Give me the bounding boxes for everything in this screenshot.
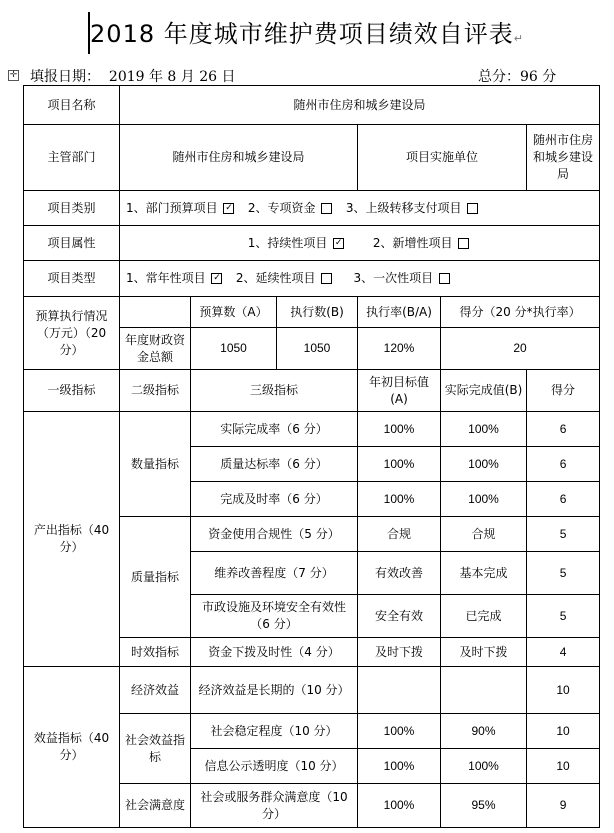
supervisor-label: 主管部门 xyxy=(24,125,120,191)
indicator-name: 实际完成率（6 分） xyxy=(191,412,358,447)
indicator-actual xyxy=(441,667,527,714)
social-label: 社会效益指标 xyxy=(120,714,191,784)
budget-row-label: 年度财政资金总额 xyxy=(120,328,191,370)
indicator-score: 4 xyxy=(527,638,600,667)
indicator-name: 信息公示透明度（10 分） xyxy=(191,749,358,784)
attr-label: 项目属性 xyxy=(24,226,120,261)
indicator-score: 6 xyxy=(527,482,600,517)
budget-header-rate: 执行率(B/A) xyxy=(358,297,441,328)
indicator-actual: 95% xyxy=(441,784,527,828)
type-options: 1、常年性项目 ✓ 2、延续性项目 3、一次性项目 xyxy=(120,261,600,297)
category-options: 1、部门预算项目 ✓ 2、专项资金 3、上级转移支付项目 xyxy=(120,191,600,226)
checked-box-icon[interactable]: ✓ xyxy=(334,237,343,248)
indicator-target: 安全有效 xyxy=(358,595,441,638)
indicator-target: 100% xyxy=(358,482,441,517)
indicator-name: 社会稳定程度（10 分） xyxy=(191,714,358,749)
table-move-handle-icon[interactable]: ✛ xyxy=(9,70,18,80)
indicator-actual: 100% xyxy=(441,749,527,784)
attr-options: 1、持续性项目 ✓ 2、新增性项目 xyxy=(120,226,600,261)
indicator-name: 完成及时率（6 分） xyxy=(191,482,358,517)
indicator-target: 100% xyxy=(358,447,441,482)
indicator-target: 及时下拨 xyxy=(358,638,441,667)
indicator-name: 经济效益是长期的（10 分） xyxy=(191,667,358,714)
indicator-name: 质量达标率（6 分） xyxy=(191,447,358,482)
time-label: 时效指标 xyxy=(120,638,191,667)
econ-label: 经济效益 xyxy=(120,667,191,714)
budget-b: 1050 xyxy=(277,328,358,370)
impl-unit-label: 项目实施单位 xyxy=(358,125,527,191)
supervisor-value: 随州市住房和城乡建设局 xyxy=(120,125,358,191)
budget-score: 20 xyxy=(441,328,600,370)
indicator-actual: 及时下拨 xyxy=(441,638,527,667)
fill-date: 填报日期： 2019 年 8 月 26 日 xyxy=(30,69,236,85)
checked-box-icon[interactable]: ✓ xyxy=(225,202,233,213)
text-cursor xyxy=(88,12,90,54)
budget-header-score: 得分（20 分*执行率） xyxy=(441,297,600,328)
indicator-score: 10 xyxy=(527,667,600,714)
checked-box-icon[interactable]: ✓ xyxy=(213,273,221,283)
indicator-actual: 100% xyxy=(441,482,527,517)
output-label: 产出指标（40 分） xyxy=(24,412,120,667)
indicator-score: 10 xyxy=(527,749,600,784)
indicator-actual: 基本完成 xyxy=(441,552,527,595)
quality-label: 质量指标 xyxy=(120,517,191,638)
header-score: 得分 xyxy=(527,370,600,412)
benefit-label: 效益指标（40 分） xyxy=(24,667,120,828)
indicator-target: 100% xyxy=(358,412,441,447)
project-name-value: 随州市住房和城乡建设局 xyxy=(120,86,600,125)
page-title: 2018 年度城市维护费项目绩效自评表↵ xyxy=(90,20,524,48)
indicator-name: 维养改善程度（7 分） xyxy=(191,552,358,595)
indicator-actual: 100% xyxy=(441,412,527,447)
unchecked-box-icon[interactable] xyxy=(439,273,450,284)
budget-label: 预算执行情况（万元）（20 分） xyxy=(24,297,120,370)
header-l2: 二级指标 xyxy=(120,370,191,412)
unchecked-box-icon[interactable] xyxy=(321,273,332,284)
indicator-actual: 合规 xyxy=(441,517,527,552)
indicator-score: 6 xyxy=(527,412,600,447)
indicator-score: 9 xyxy=(527,784,600,828)
indicator-target: 100% xyxy=(358,784,441,828)
header-actual: 实际完成值(B) xyxy=(441,370,527,412)
indicator-actual: 已完成 xyxy=(441,595,527,638)
header-target: 年初目标值(A) xyxy=(358,370,441,412)
indicator-target: 合规 xyxy=(358,517,441,552)
indicator-actual: 90% xyxy=(441,714,527,749)
impl-unit-value: 随州市住房和城乡建设局 xyxy=(527,125,600,191)
evaluation-table xyxy=(23,85,600,828)
budget-a: 1050 xyxy=(191,328,277,370)
indicator-target: 有效改善 xyxy=(358,552,441,595)
budget-header-a: 预算数（A） xyxy=(191,297,277,328)
unchecked-box-icon[interactable] xyxy=(321,203,332,214)
indicator-name: 资金下拨及时性（4 分） xyxy=(191,638,358,667)
indicator-target: 100% xyxy=(358,714,441,749)
indicator-target xyxy=(358,667,441,714)
header-l1: 一级指标 xyxy=(24,370,120,412)
project-name-label: 项目名称 xyxy=(24,86,120,125)
category-label: 项目类别 xyxy=(24,191,120,226)
indicator-actual: 100% xyxy=(441,447,527,482)
satisf-label: 社会满意度 xyxy=(120,784,191,828)
budget-blank xyxy=(120,297,191,328)
indicator-name: 市政设施及环境安全有效性（6 分） xyxy=(191,595,358,638)
total-score: 总分：96 分 xyxy=(478,69,557,85)
indicator-score: 10 xyxy=(527,714,600,749)
indicator-name: 资金使用合规性（5 分） xyxy=(191,517,358,552)
unchecked-box-icon[interactable] xyxy=(458,238,469,249)
indicator-target: 100% xyxy=(358,749,441,784)
budget-header-b: 执行数(B) xyxy=(277,297,358,328)
type-label: 项目类型 xyxy=(24,261,120,297)
indicator-name: 社会或服务群众满意度（10 分） xyxy=(191,784,358,828)
indicator-score: 5 xyxy=(527,517,600,552)
quantity-label: 数量指标 xyxy=(120,412,191,517)
indicator-score: 5 xyxy=(527,552,600,595)
indicator-score: 6 xyxy=(527,447,600,482)
header-l3: 三级指标 xyxy=(191,370,358,412)
indicator-score: 5 xyxy=(527,595,600,638)
budget-rate: 120% xyxy=(358,328,441,370)
unchecked-box-icon[interactable] xyxy=(467,203,478,214)
